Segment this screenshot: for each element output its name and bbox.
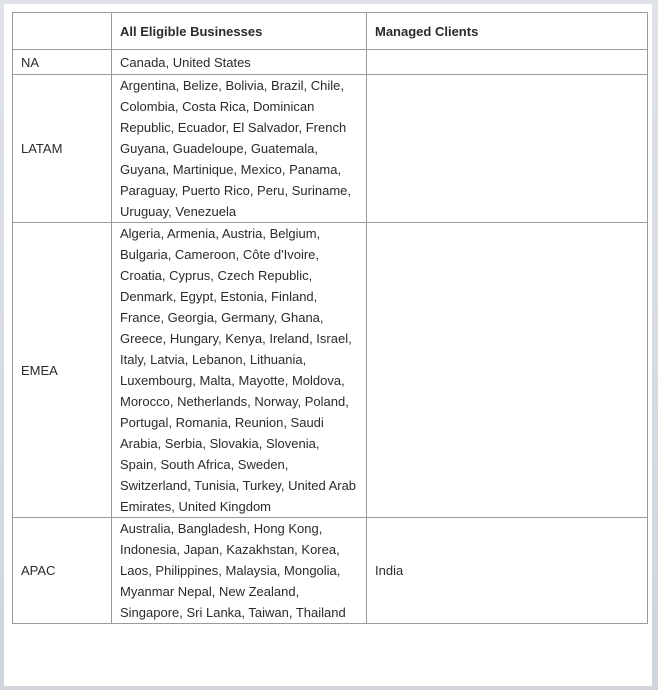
header-all-eligible-businesses: All Eligible Businesses	[112, 13, 367, 50]
all-eligible-cell: Algeria, Armenia, Austria, Belgium, Bulgaria, Cameroon, Côte d'Ivoire, Croatia, Cyprus, Czech Republic, Denmark, Egypt, Estonia, Finland, France, Georgia, Germany, Ghana, Greece, Hungary, Kenya, Ireland, Israel, Italy, Latvia, Lebanon, Lithuania, Luxembourg, Malta, Mayotte, Moldova, Morocco, Netherlands, Norway, Poland, Portugal, Romania, Reunion, Saudi Arabia, Serbia, Slovakia, Slovenia, Spain, South Africa, Sweden, Switzerland, Tunisia, Turkey, United Arab Emirates, United Kingdom	[112, 223, 367, 518]
header-managed-clients: Managed Clients	[367, 13, 648, 50]
managed-clients-cell	[367, 75, 648, 223]
region-cell: EMEA	[13, 223, 112, 518]
region-cell: NA	[13, 50, 112, 75]
all-eligible-cell: Australia, Bangladesh, Hong Kong, Indonesia, Japan, Kazakhstan, Korea, Laos, Philippines, Malaysia, Mongolia, Myanmar Nepal, New Zealand, Singapore, Sri Lanka, Taiwan, Thailand	[112, 518, 367, 624]
eligibility-table	[12, 12, 648, 624]
table-row-emea	[13, 223, 648, 518]
managed-clients-cell	[367, 50, 648, 75]
all-eligible-cell: Canada, United States	[112, 50, 367, 75]
region-cell: APAC	[13, 518, 112, 624]
region-cell: LATAM	[13, 75, 112, 223]
table-header-row	[13, 13, 648, 50]
managed-clients-cell: India	[367, 518, 648, 624]
document-sheet	[4, 4, 652, 686]
table-row-latam	[13, 75, 648, 223]
table-row-apac	[13, 518, 648, 624]
managed-clients-cell	[367, 223, 648, 518]
header-region	[13, 13, 112, 50]
table-row-na	[13, 50, 648, 75]
all-eligible-cell: Argentina, Belize, Bolivia, Brazil, Chile, Colombia, Costa Rica, Dominican Republic, Ecuador, El Salvador, French Guyana, Guadeloupe, Guatemala, Guyana, Martinique, Mexico, Panama, Paraguay, Puerto Rico, Peru, Suriname, Uruguay, Venezuela	[112, 75, 367, 223]
